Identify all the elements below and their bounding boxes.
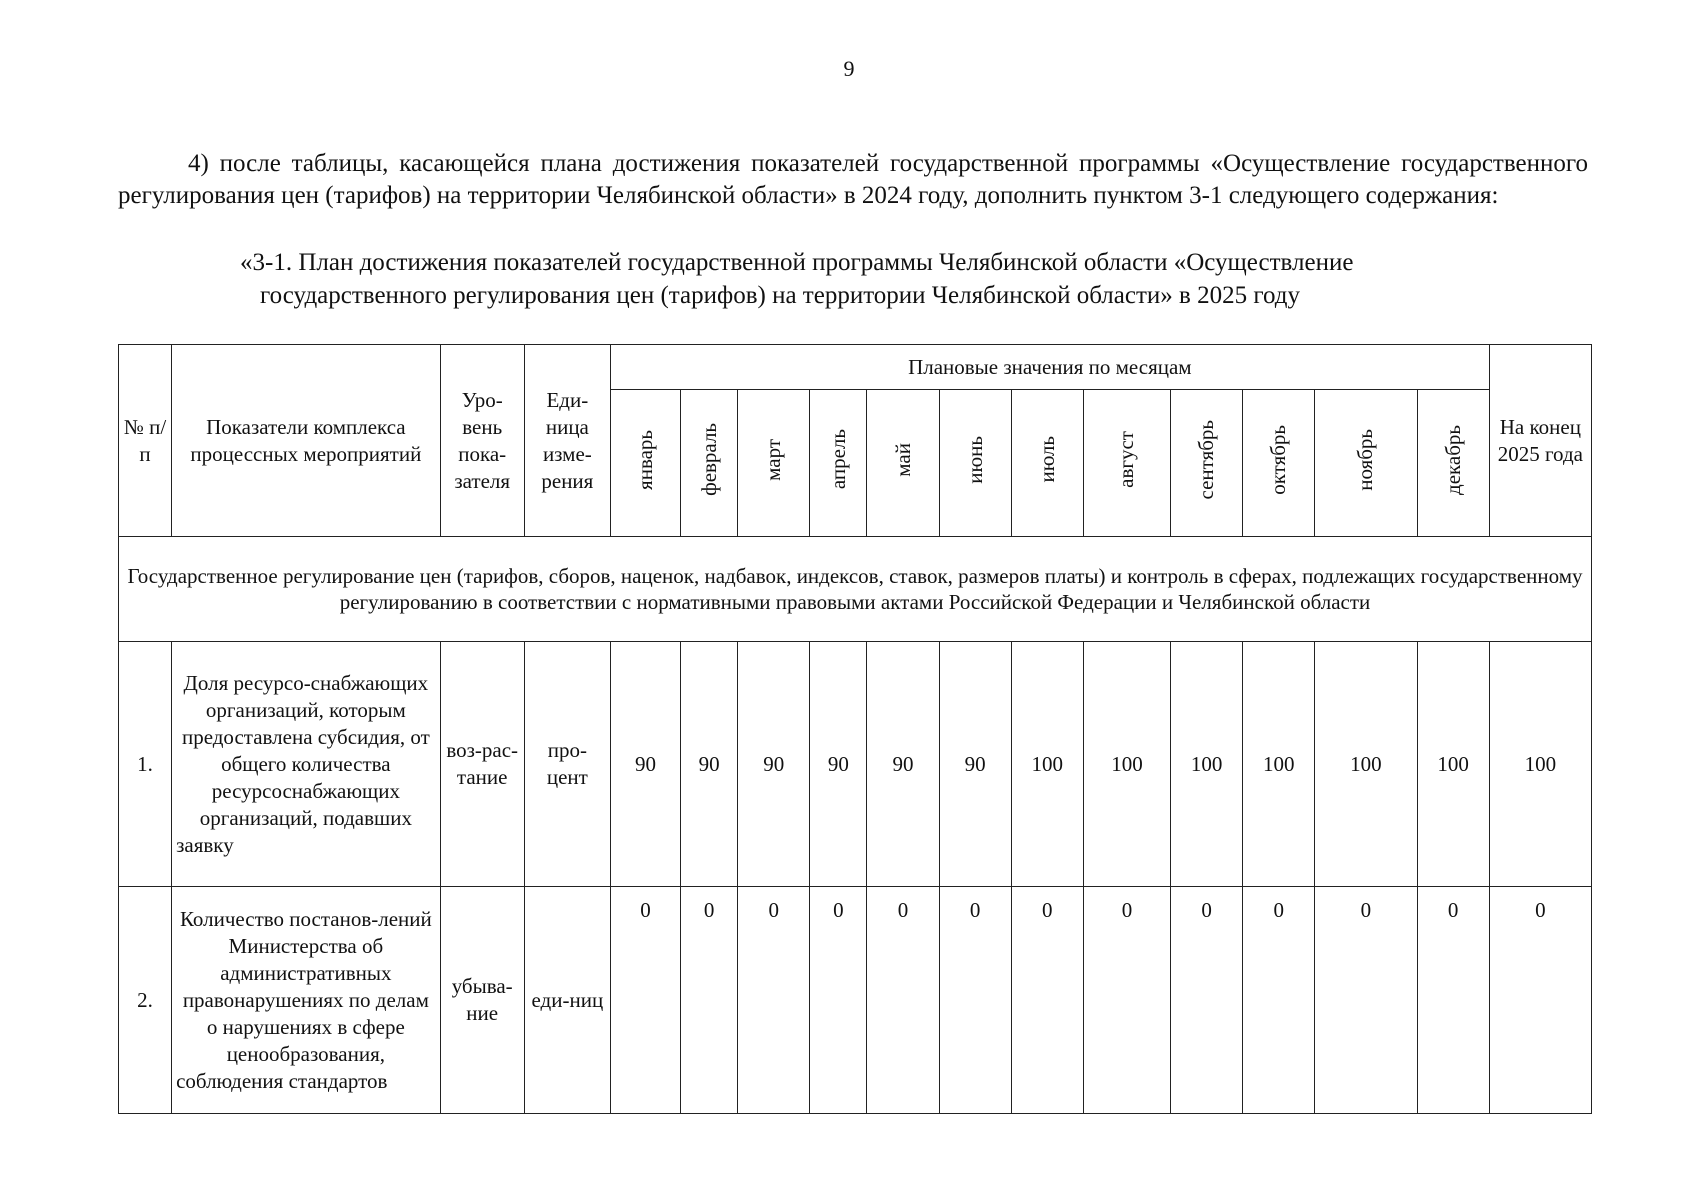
row-value: 0 bbox=[1083, 887, 1170, 1114]
header-month bbox=[681, 390, 738, 537]
header-level: Уро-вень пока-зателя bbox=[440, 345, 524, 537]
row-value: 0 bbox=[610, 887, 680, 1114]
row-num: 2. bbox=[119, 887, 172, 1114]
month-label: август bbox=[1114, 431, 1139, 488]
row-value: 0 bbox=[1315, 887, 1417, 1114]
header-month bbox=[810, 390, 867, 537]
header-month bbox=[610, 390, 680, 537]
header-row-1 bbox=[119, 345, 1592, 390]
intro-paragraph: 4) после таблицы, касающейся плана достижения показателей государственной программы «Осуществление государственного регулирования цен (тарифов) на территории Челябинской области» в 2024 году, дополнить пунктом 3-1 следующего содержания: bbox=[118, 150, 1588, 209]
header-month bbox=[1171, 390, 1243, 537]
row-indicator: Доля ресурсо-снабжающих организаций, которым предоставлена субсидия, от общего количества ресурсоснабжающих организаций, подавших заявку bbox=[172, 642, 441, 887]
section-title: Государственное регулирование цен (тарифов, сборов, наценок, надбавок, индексов, ставок, размеров платы) и контроль в сферах, подлежащих государственному регулированию в соответствии с нормативными правовыми актами Российской Федерации и Челябинской области bbox=[119, 537, 1592, 642]
row-value: 90 bbox=[939, 642, 1011, 887]
header-month bbox=[1011, 390, 1083, 537]
header-months-group: Плановые значения по месяцам bbox=[610, 345, 1489, 390]
row-value: 90 bbox=[681, 642, 738, 887]
row-value: 0 bbox=[939, 887, 1011, 1114]
row-value: 90 bbox=[738, 642, 810, 887]
table-row bbox=[119, 887, 1592, 1114]
month-label: декабрь bbox=[1440, 424, 1465, 495]
header-month bbox=[867, 390, 939, 537]
row-value: 100 bbox=[1315, 642, 1417, 887]
header-month bbox=[1417, 390, 1489, 537]
row-value: 100 bbox=[1011, 642, 1083, 887]
row-value: 100 bbox=[1083, 642, 1170, 887]
row-value: 0 bbox=[810, 887, 867, 1114]
header-month bbox=[1083, 390, 1170, 537]
month-label: март bbox=[761, 438, 786, 481]
month-label: июль bbox=[1034, 436, 1059, 483]
row-unit: про-цент bbox=[524, 642, 610, 887]
plan-heading bbox=[240, 246, 1560, 312]
row-value: 90 bbox=[810, 642, 867, 887]
plan-table bbox=[118, 344, 1592, 1114]
header-month bbox=[939, 390, 1011, 537]
row-value: 0 bbox=[1417, 887, 1489, 1114]
row-num: 1. bbox=[119, 642, 172, 887]
row-indicator: Количество постанов-лений Министерства об административных правонарушениях по делам о нарушениях в сфере ценообразования, соблюдения стандартов bbox=[172, 887, 441, 1114]
row-value: 0 bbox=[1171, 887, 1243, 1114]
header-unit: Еди-ница изме-рения bbox=[524, 345, 610, 537]
row-level: убыва-ние bbox=[440, 887, 524, 1114]
month-label: февраль bbox=[696, 423, 721, 496]
row-unit: еди-ниц bbox=[524, 887, 610, 1114]
header-indicator: Показатели комплекса процессных мероприятий bbox=[172, 345, 441, 537]
header-year-end: На конец 2025 года bbox=[1489, 345, 1591, 537]
heading-line-1: «3-1. План достижения показателей государственной программы Челябинской области «Осуществление bbox=[240, 249, 1354, 276]
row-value: 0 bbox=[1011, 887, 1083, 1114]
row-value: 0 bbox=[738, 887, 810, 1114]
row-value: 0 bbox=[681, 887, 738, 1114]
month-label: октябрь bbox=[1266, 424, 1291, 495]
row-year-end: 100 bbox=[1489, 642, 1591, 887]
month-label: май bbox=[890, 442, 915, 477]
month-label: июнь bbox=[962, 435, 987, 484]
page-number: 9 bbox=[843, 56, 855, 81]
table-row bbox=[119, 642, 1592, 887]
row-value: 90 bbox=[867, 642, 939, 887]
month-label: сентябрь bbox=[1194, 419, 1219, 500]
row-value: 0 bbox=[867, 887, 939, 1114]
row-value: 100 bbox=[1171, 642, 1243, 887]
heading-line-2: государственного регулирования цен (тарифов) на территории Челябинской области» в 2025 году bbox=[260, 282, 1300, 309]
header-month bbox=[1315, 390, 1417, 537]
row-value: 100 bbox=[1243, 642, 1315, 887]
month-label: апрель bbox=[825, 429, 850, 490]
header-month bbox=[1243, 390, 1315, 537]
month-label: январь bbox=[633, 429, 658, 490]
row-value: 90 bbox=[610, 642, 680, 887]
row-value: 0 bbox=[1243, 887, 1315, 1114]
row-level: воз-рас-тание bbox=[440, 642, 524, 887]
header-month bbox=[738, 390, 810, 537]
section-row bbox=[119, 537, 1592, 642]
row-value: 100 bbox=[1417, 642, 1489, 887]
row-year-end: 0 bbox=[1489, 887, 1591, 1114]
month-label: ноябрь bbox=[1353, 428, 1378, 491]
header-num: № п/п bbox=[119, 345, 172, 537]
